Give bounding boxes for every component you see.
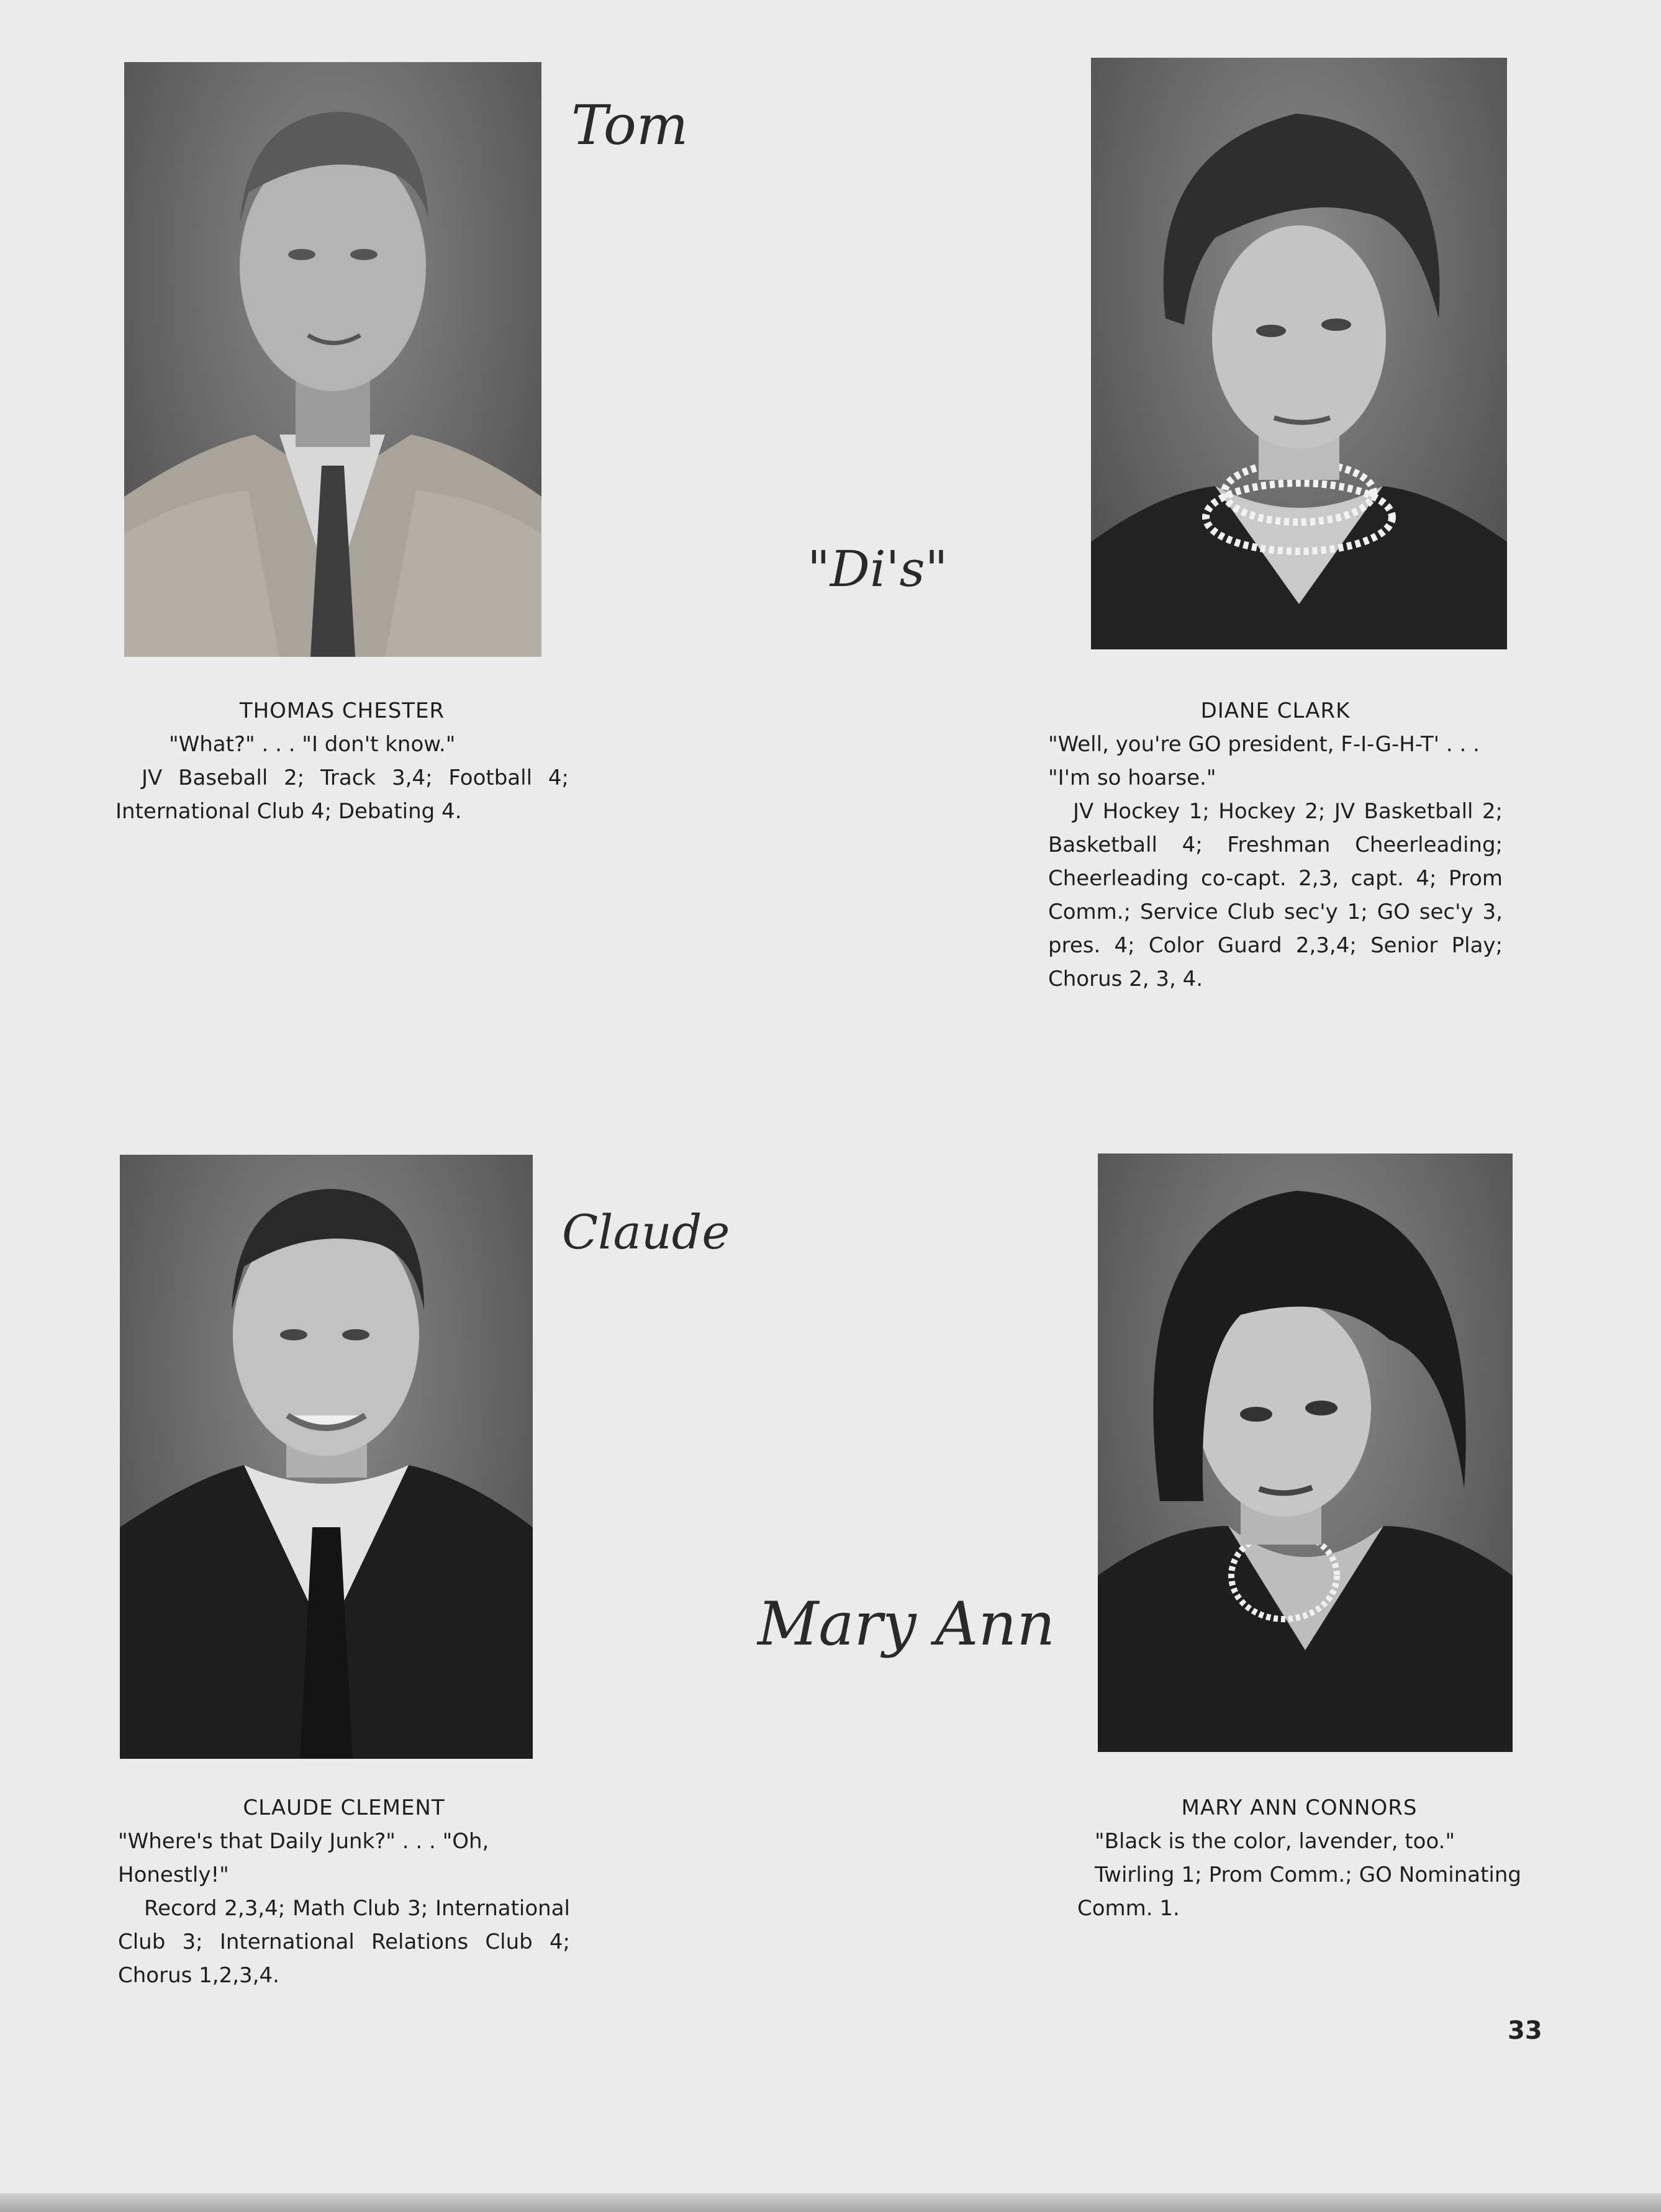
student-quote: "Black is the color, lavender, too." xyxy=(1095,1829,1455,1854)
student-name: DIANE CLARK xyxy=(1200,698,1351,723)
signature-claude: Claude xyxy=(562,1204,730,1260)
student-activities: JV Baseball 2; Track 3,4; Football 4; International Club 4; Debating 4. xyxy=(115,765,569,824)
student-name: THOMAS CHESTER xyxy=(239,698,445,723)
student-quote: "What?" . . . "I don't know." xyxy=(169,732,456,757)
portrait-photo-thomas-chester xyxy=(124,62,541,657)
signature-dis: "Di's" xyxy=(807,540,948,598)
student-entry-thomas-chester xyxy=(115,694,569,828)
student-name: MARY ANN CONNORS xyxy=(1181,1795,1418,1820)
student-activities: Record 2,3,4; Math Club 3; International Club 3; International Relations Club 4; Chorus 1,2,3,4. xyxy=(118,1896,570,1988)
student-quote: "Well, you're GO president, F-I-G-H-T' . . . "I'm so hoarse." xyxy=(1048,732,1480,790)
student-entry-mary-ann-connors xyxy=(1077,1791,1521,1925)
student-entry-diane-clark xyxy=(1048,694,1503,996)
student-name: CLAUDE CLEMENT xyxy=(243,1795,445,1820)
student-activities: JV Hockey 1; Hockey 2; JV Basketball 2; Basketball 4; Freshman Cheerleading; Cheerleading co-capt. 2,3, capt. 4; Prom Comm.; Service Club sec'y 1; GO sec'y 3, pres. 4; Color Guard 2,3,4; Senior Play; Chorus 2, 3, 4. xyxy=(1048,799,1503,991)
signature-tom: Tom xyxy=(571,93,689,157)
student-quote: "Where's that Daily Junk?" . . . "Oh, Honestly!" xyxy=(118,1829,489,1887)
portrait-photo-diane-clark xyxy=(1091,58,1507,649)
student-entry-claude-clement xyxy=(118,1791,570,1992)
page-number: 33 xyxy=(1508,2016,1542,2045)
page-edge xyxy=(0,2193,1661,2212)
student-activities: Twirling 1; Prom Comm.; GO Nominating Comm. 1. xyxy=(1077,1862,1521,1921)
signature-mary-ann: Mary Ann xyxy=(758,1589,1056,1659)
portrait-photo-claude-clement xyxy=(120,1155,533,1759)
portrait-photo-mary-ann-connors xyxy=(1098,1153,1513,1752)
